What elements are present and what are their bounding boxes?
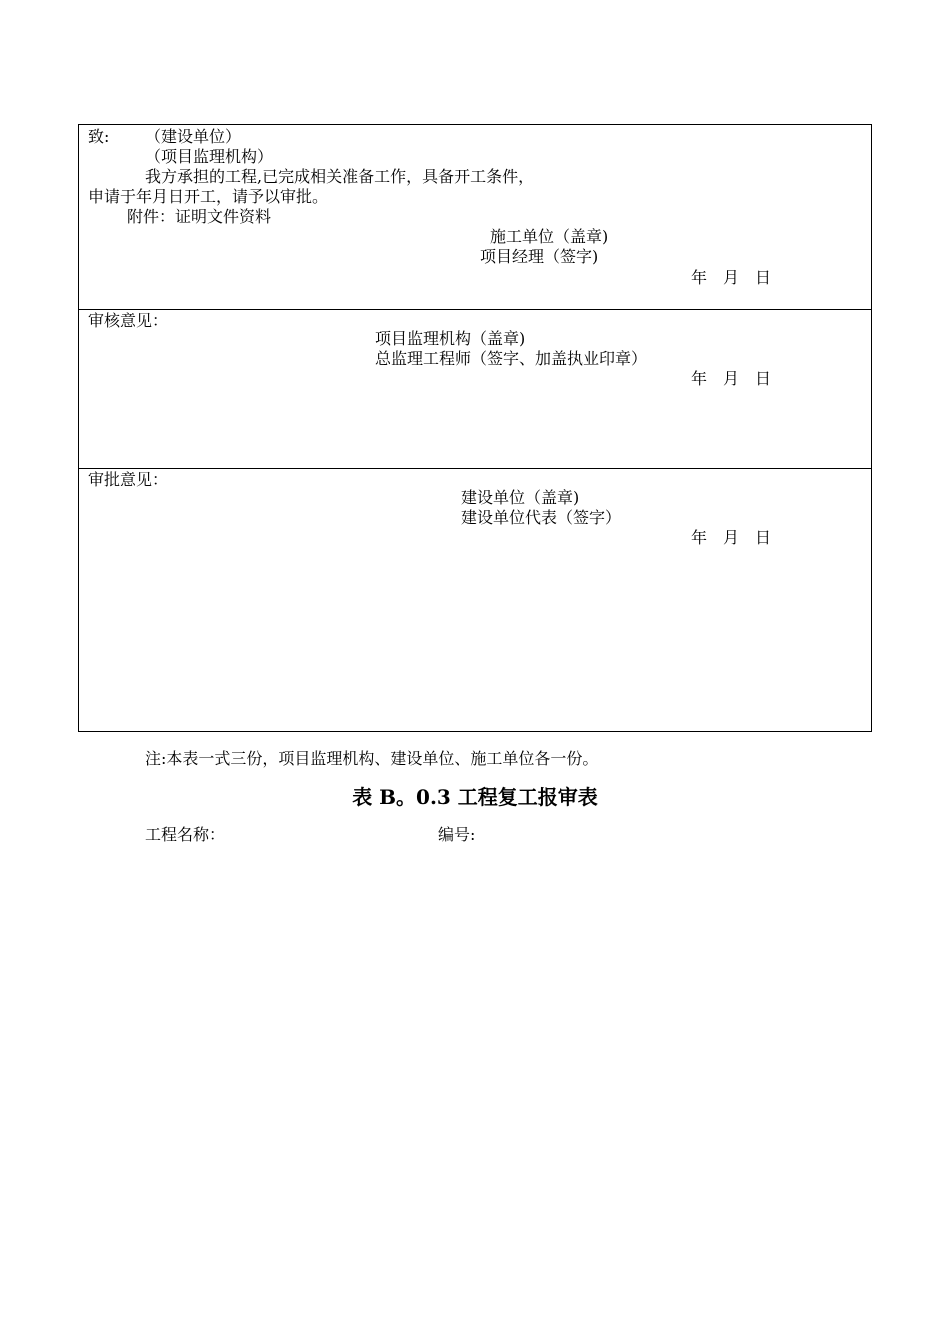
supervisor-seal-label: 项目监理机构（盖章)	[375, 329, 526, 348]
approval-section	[79, 469, 871, 731]
application-date: 年 月 日	[691, 268, 772, 287]
application-body-line1: 我方承担的工程,已完成相关准备工作，具备开工条件，	[145, 167, 535, 186]
approval-date: 年 月 日	[691, 528, 772, 547]
owner-rep-sign-label: 建设单位代表（签字）	[461, 508, 622, 527]
review-label: 审核意见：	[88, 311, 169, 330]
project-manager-sign-label: 项目经理（签字)	[480, 247, 599, 266]
chief-engineer-sign-label: 总监理工程师（签字、加盖执业印章）	[375, 349, 648, 368]
recipient-supervisor: （项目监理机构）	[145, 147, 274, 166]
approval-label: 审批意见：	[88, 470, 169, 489]
owner-seal-label: 建设单位（盖章)	[461, 488, 580, 507]
attachment-line: 附件：证明文件资料	[127, 207, 272, 226]
recipient-owner: （建设单位）	[145, 127, 242, 146]
application-body-line2: 申请于年月日开工，请予以审批。	[88, 187, 329, 206]
review-date: 年 月 日	[691, 369, 772, 388]
next-form-title: 表 B。0.3 工程复工报审表	[352, 785, 598, 809]
contractor-seal-label: 施工单位（盖章)	[490, 227, 609, 246]
project-name-label: 工程名称：	[145, 825, 226, 844]
number-label: 编号:	[438, 825, 476, 844]
review-section	[79, 310, 871, 469]
application-section	[79, 125, 871, 310]
to-label: 致:	[88, 127, 110, 146]
footnote: 注:本表一式三份，项目监理机构、建设单位、施工单位各一份。	[145, 749, 599, 768]
application-form-table	[78, 124, 872, 732]
